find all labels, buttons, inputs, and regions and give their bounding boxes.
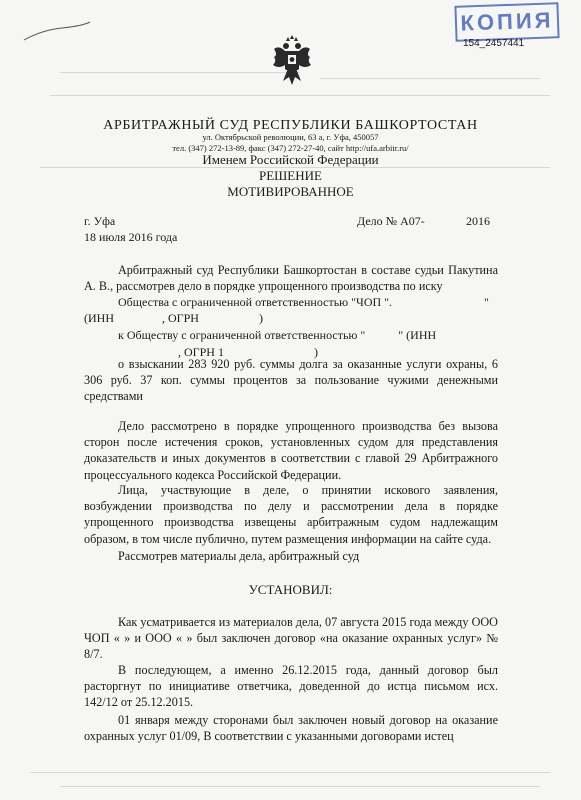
- paragraph-court-composition: Арбитражный суд Республики Башкортостан в составе судьи Пакутина А. В., рассмотрев дело в порядке упрощенного производства по иску: [84, 263, 498, 294]
- scan-artifact: [60, 72, 300, 73]
- scan-artifact: [60, 786, 540, 787]
- document-number: 154_2457441: [463, 38, 525, 49]
- plaintiff-ids: (ИНН , ОГРН ): [84, 311, 263, 325]
- paragraph-new-contract: 01 января между сторонами был заключен новый договор на оказание охранных услуг 01/09, В соответствии с указанными договорами истец: [84, 713, 498, 744]
- decision-date: 18 июля 2016 года: [84, 230, 178, 244]
- coat-of-arms-icon: [271, 35, 313, 87]
- claim-paragraph: о взыскании 283 920 руб. суммы долга за оказанные услуги охраны, 6 306 руб. 37 коп. суммы процентов за пользование чужими денежными средствами: [84, 357, 498, 404]
- court-contacts: тел. (347) 272-13-89, факс (347) 272-27-40, сайт http://ufa.arbitr.ru/: [172, 143, 409, 153]
- case-number: Дело № А07-: [357, 214, 425, 228]
- defendant-line: к Обществу с ограниченной ответственностью " " (ИНН: [118, 328, 437, 342]
- court-address: ул. Октябрьской революции, 63 а, г. Уфа, 450057: [202, 132, 379, 142]
- decision-title: РЕШЕНИЕ: [259, 168, 322, 183]
- paragraph-notification: Лица, участвующие в деле, о принятии искового заявления, возбуждении производства по делу и рассмотрении дела в порядке упрощенного производства извещены арбитражным судом надлежащим образом, в том числе публично, путем размещения информации на сайте суда.: [84, 483, 498, 546]
- scan-artifact: [30, 772, 550, 773]
- decision-subtitle: МОТИВИРОВАННОЕ: [227, 184, 354, 199]
- scan-artifact: [50, 95, 550, 96]
- paragraph-termination: В последующем, а именно 26.12.2015 года, данный договор был расторгнут по инициативе ответчика, доведенной до истца письмом исх. 142/12 от 25.12.2015.: [84, 663, 498, 710]
- defendant-ids: , ОГРН 1 ): [178, 345, 318, 359]
- plaintiff-close-quote: ": [484, 295, 489, 309]
- plaintiff-line: Общества с ограниченной ответственностью "ЧОП ".: [118, 295, 393, 309]
- case-year: 2016: [466, 214, 490, 228]
- scan-artifact: [320, 78, 540, 79]
- copy-stamp: КОПИЯ: [454, 2, 559, 42]
- established-heading: УСТАНОВИЛ:: [248, 582, 333, 597]
- place: г. Уфа: [84, 214, 116, 228]
- paragraph-contract: Как усматривается из материалов дела, 07 августа 2015 года между ООО ЧОП « » и ООО « » был заключен договор «на оказание охранных услуг» № 8/7.: [84, 615, 498, 662]
- paragraph-procedure: Дело рассмотрено в порядке упрощенного производства без вызова сторон после истечения сроков, установленных судом для представления доказательств и иных документов в соответствии с главой 29 Арбитражного процессуального кодекса Российской Федерации.: [84, 419, 498, 482]
- court-name: АРБИТРАЖНЫЙ СУД РЕСПУБЛИКИ БАШКОРТОСТАН: [103, 118, 478, 133]
- in-name-of-federation: Именем Российской Федерации: [202, 152, 379, 167]
- pen-mark: [22, 18, 92, 48]
- paragraph-review: Рассмотрев материалы дела, арбитражный суд: [118, 549, 360, 563]
